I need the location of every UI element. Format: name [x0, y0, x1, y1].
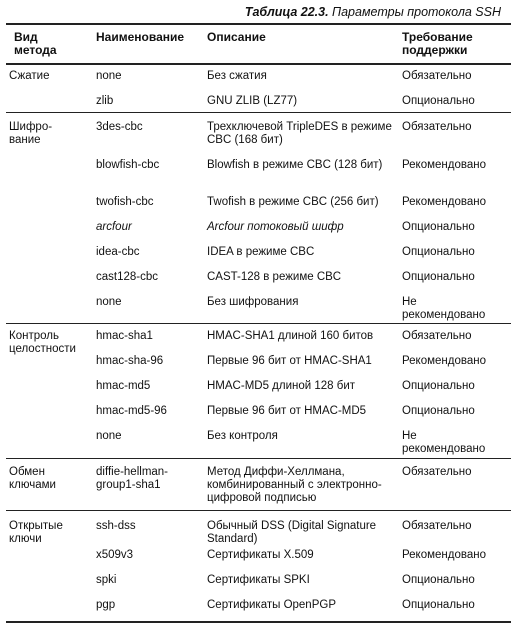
- row-support: Опционально: [402, 95, 475, 107]
- row-name: arcfour: [96, 221, 132, 233]
- row-description: HMAC-MD5 длиной 128 бит: [207, 380, 356, 392]
- group-method: Контроль целостности: [9, 330, 76, 355]
- row-name: x509v3: [96, 549, 134, 561]
- row-support: Не рекомендовано: [402, 430, 486, 455]
- row-description: Метод Диффи-Хеллмана, комбинированный с электронно-цифровой подписью: [207, 466, 382, 504]
- group-method: Сжатие: [9, 70, 50, 82]
- row-support: Рекомендовано: [402, 196, 486, 208]
- column-header-method: Вид метода: [14, 30, 57, 57]
- row-support: Обязательно: [402, 520, 472, 532]
- row-support: Рекомендовано: [402, 549, 486, 561]
- row-name: ssh-dss: [96, 520, 136, 532]
- row-description: GNU ZLIB (LZ77): [207, 95, 298, 107]
- row-description: CAST-128 в режиме CBC: [207, 271, 342, 283]
- row-support: Опционально: [402, 221, 475, 233]
- group-separator: [6, 510, 511, 511]
- row-description: Первые 96 бит от HMAC-MD5: [207, 405, 367, 417]
- column-header-support: Требование поддержки: [402, 30, 473, 57]
- group-method: Обмен ключами: [9, 466, 56, 491]
- row-description: Blowfish в режиме CBC (128 бит): [207, 159, 383, 171]
- row-name: hmac-sha1: [96, 330, 153, 342]
- row-description: Arcfour потоковый шифр: [207, 221, 344, 233]
- row-name: none: [96, 296, 122, 308]
- row-description: Сертификаты SPKI: [207, 574, 310, 586]
- row-support: Обязательно: [402, 330, 472, 342]
- row-name: blowfish-cbc: [96, 159, 160, 171]
- row-description: Без контроля: [207, 430, 278, 442]
- row-support: Опционально: [402, 599, 475, 611]
- row-support: Рекомендовано: [402, 355, 486, 367]
- group-separator: [6, 112, 511, 113]
- row-description: Первые 96 бит от HMAC-SHA1: [207, 355, 372, 367]
- row-description: Без шифрования: [207, 296, 299, 308]
- row-description: IDEA в режиме CBC: [207, 246, 315, 258]
- row-description: HMAC-SHA1 длиной 160 битов: [207, 330, 374, 342]
- row-support: Опционально: [402, 380, 475, 392]
- row-support: Опционально: [402, 405, 475, 417]
- row-name: idea-cbc: [96, 246, 140, 258]
- row-description: Без сжатия: [207, 70, 267, 82]
- row-name: zlib: [96, 95, 114, 107]
- row-support: Опционально: [402, 574, 475, 586]
- group-separator: [6, 323, 511, 324]
- column-header-description: Описание: [207, 30, 266, 44]
- row-name: hmac-md5: [96, 380, 151, 392]
- row-support: Опционально: [402, 271, 475, 283]
- row-description: Twofish в режиме CBC (256 бит): [207, 196, 379, 208]
- row-name: spki: [96, 574, 117, 586]
- row-support: Опционально: [402, 246, 475, 258]
- group-method: Открытые ключи: [9, 520, 63, 545]
- row-name: 3des-cbc: [96, 121, 143, 133]
- row-support: Обязательно: [402, 121, 472, 133]
- table-title: Параметры протокола SSH: [332, 5, 501, 19]
- group-separator: [6, 458, 511, 459]
- bottom-rule: [6, 621, 511, 623]
- row-name: none: [96, 430, 122, 442]
- row-support: Рекомендовано: [402, 159, 486, 171]
- row-name: none: [96, 70, 122, 82]
- group-method: Шифро-вание: [9, 121, 53, 146]
- row-description: Обычный DSS (Digital Signature Standard): [207, 520, 377, 545]
- row-name: hmac-md5-96: [96, 405, 167, 417]
- row-description: Сертификаты X.509: [207, 549, 314, 561]
- row-description: Трехключевой TripleDES в режиме CBC (168 бит): [207, 121, 392, 146]
- row-name: cast128-cbc: [96, 271, 159, 283]
- row-support: Обязательно: [402, 466, 472, 478]
- column-header-name: Наименование: [96, 30, 185, 44]
- row-name: twofish-cbc: [96, 196, 154, 208]
- row-name: pgp: [96, 599, 116, 611]
- row-name: hmac-sha-96: [96, 355, 164, 367]
- row-support: Обязательно: [402, 70, 472, 82]
- table-number: Таблица 22.3.: [244, 5, 329, 19]
- row-name: diffie-hellman-group1-sha1: [96, 466, 169, 491]
- row-support: Не рекомендовано: [402, 296, 486, 321]
- row-description: Сертификаты OpenPGP: [207, 599, 336, 611]
